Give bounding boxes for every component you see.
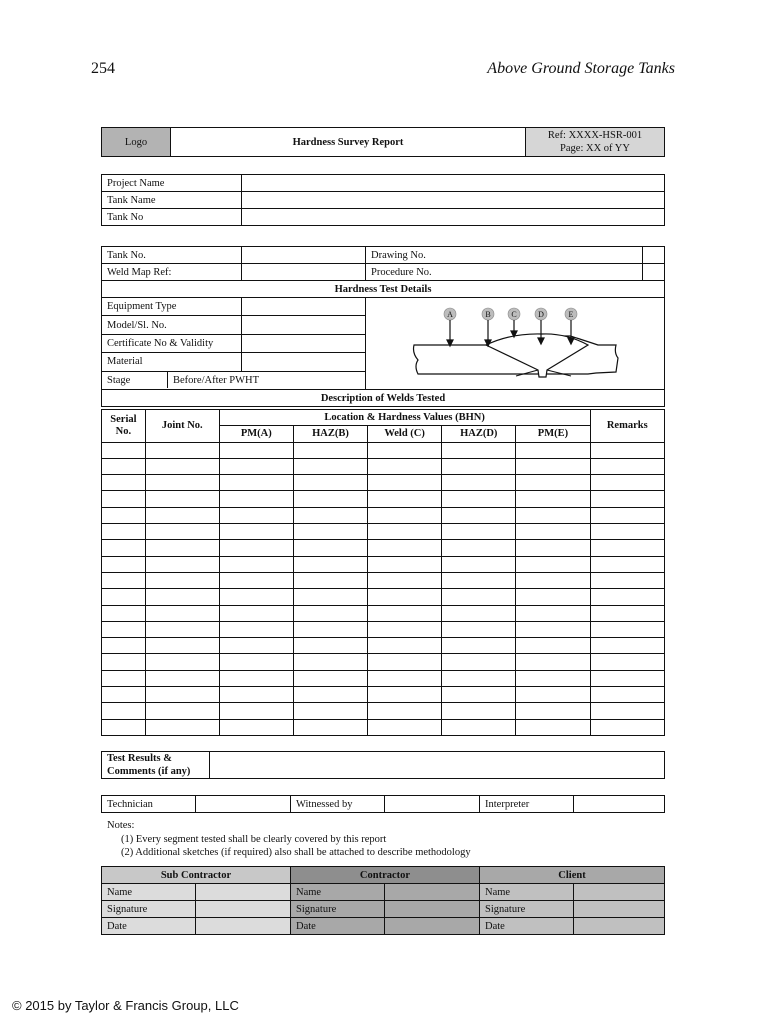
hardness-test-details-title: Hardness Test Details [102,281,665,298]
weld-map-ref-field[interactable] [242,264,366,281]
location-hardness-header: Location & Hardness Values (BHN) [219,410,590,426]
table-cell[interactable] [368,719,442,735]
table-cell[interactable] [219,475,293,491]
table-cell[interactable] [590,670,664,686]
table-cell[interactable] [516,556,590,572]
table-cell[interactable] [145,719,219,735]
weld-c-header: Weld (C) [368,426,442,442]
sub-signature-field[interactable] [196,901,291,918]
table-cell[interactable] [516,442,590,458]
marker-b-label: B [485,310,491,319]
notes [107,819,471,860]
table-cell[interactable] [516,491,590,507]
table-cell[interactable] [368,556,442,572]
table-cell[interactable] [293,670,367,686]
drawing-no-label: Drawing No. [366,247,643,264]
table-row [102,524,665,540]
table-cell[interactable] [102,621,146,637]
ref-number: Ref: XXXX-HSR-001 [547,130,643,141]
table-cell[interactable] [516,703,590,719]
sub-contractor-header: Sub Contractor [102,867,291,884]
table-cell[interactable] [102,605,146,621]
table-cell[interactable] [219,458,293,474]
table-cell[interactable] [368,621,442,637]
table-cell[interactable] [516,670,590,686]
table-cell[interactable] [442,638,516,654]
project-name-field[interactable] [242,175,665,192]
logo-placeholder: Logo [102,128,171,157]
table-cell[interactable] [516,572,590,588]
table-row [102,589,665,605]
tank-name-field[interactable] [242,192,665,209]
table-cell[interactable] [293,540,367,556]
signatures-table [101,866,665,935]
table-cell[interactable] [516,475,590,491]
procedure-no-field[interactable] [642,264,664,281]
certificate-label: Certificate No & Validity [102,334,242,352]
table-cell[interactable] [145,442,219,458]
pm-a-header: PM(A) [219,426,293,442]
table-cell[interactable] [368,524,442,540]
table-cell[interactable] [219,589,293,605]
table-cell[interactable] [442,589,516,605]
table-cell[interactable] [590,491,664,507]
table-row [102,719,665,735]
table-cell[interactable] [516,654,590,670]
tank-no2-label: Tank No. [102,247,242,264]
table-row [102,638,665,654]
note-item: (1) Every segment tested shall be clearly covered by this report [121,833,387,845]
table-cell[interactable] [145,621,219,637]
tank-name-label: Tank Name [102,192,242,209]
table-cell[interactable] [442,654,516,670]
interpreter-label: Interpreter [480,796,574,813]
table-cell[interactable] [516,621,590,637]
table-cell[interactable] [442,605,516,621]
table-cell[interactable] [590,458,664,474]
table-cell[interactable] [293,524,367,540]
table-cell[interactable] [219,719,293,735]
table-cell[interactable] [590,540,664,556]
table-cell[interactable] [442,687,516,703]
table-cell[interactable] [145,654,219,670]
project-info-table [101,174,665,226]
note-item: (2) Additional sketches (if required) also shall be attached to describe methodology [121,847,471,858]
table-row [102,621,665,637]
table-cell[interactable] [102,670,146,686]
table-cell[interactable] [145,638,219,654]
cli-signature-field[interactable] [574,901,665,918]
ref-box [526,128,665,157]
table-cell[interactable] [293,638,367,654]
equipment-type-label: Equipment Type [102,298,242,316]
table-row [102,572,665,588]
table-cell[interactable] [293,491,367,507]
certificate-field[interactable] [242,334,366,352]
table-cell[interactable] [442,719,516,735]
table-cell[interactable] [442,670,516,686]
table-cell[interactable] [368,638,442,654]
table-cell[interactable] [590,638,664,654]
table-cell[interactable] [590,719,664,735]
table-cell[interactable] [145,589,219,605]
table-cell[interactable] [442,507,516,523]
table-cell[interactable] [293,605,367,621]
serial-no-header: Serial No. [102,410,146,443]
table-cell[interactable] [219,572,293,588]
table-cell[interactable] [368,654,442,670]
table-cell[interactable] [219,556,293,572]
table-cell[interactable] [102,719,146,735]
report-header [101,127,665,157]
remarks-header: Remarks [590,410,664,443]
test-results-table [101,751,665,779]
table-cell[interactable] [516,458,590,474]
table-cell[interactable] [102,475,146,491]
table-cell[interactable] [102,703,146,719]
table-cell[interactable] [102,589,146,605]
marker-d-label: D [538,310,544,319]
table-cell[interactable] [590,621,664,637]
interpreter-field[interactable] [574,796,665,813]
pm-e-header: PM(E) [516,426,590,442]
table-cell[interactable] [293,687,367,703]
table-cell[interactable] [516,687,590,703]
table-cell[interactable] [102,442,146,458]
project-name-label: Project Name [102,175,242,192]
table-cell[interactable] [368,458,442,474]
con-name-label: Name [291,884,385,901]
tank-no-field[interactable] [242,209,665,226]
table-row [102,491,665,507]
joint-no-header: Joint No. [145,410,219,443]
table-cell[interactable] [293,703,367,719]
sub-date-label: Date [102,918,196,935]
sub-name-field[interactable] [196,884,291,901]
table-cell[interactable] [516,605,590,621]
sub-name-label: Name [102,884,196,901]
page-of: Page: XX of YY [560,143,630,154]
table-cell[interactable] [442,703,516,719]
con-name-field[interactable] [385,884,480,901]
marker-a-label: A [447,310,453,319]
table-row [102,687,665,703]
table-cell[interactable] [368,605,442,621]
table-cell[interactable] [590,507,664,523]
table-cell[interactable] [368,589,442,605]
table-cell[interactable] [590,572,664,588]
welds-tested-title: Description of Welds Tested [102,390,665,407]
client-header: Client [480,867,665,884]
table-cell[interactable] [590,442,664,458]
table-cell[interactable] [442,491,516,507]
signoff-table [101,795,665,813]
page-number: 254 [91,60,115,77]
table-cell[interactable] [102,507,146,523]
table-cell[interactable] [293,589,367,605]
witnessed-by-label: Witnessed by [291,796,385,813]
table-cell[interactable] [219,654,293,670]
table-cell[interactable] [219,491,293,507]
tank-no2-field[interactable] [242,247,366,264]
table-cell[interactable] [219,605,293,621]
sub-signature-label: Signature [102,901,196,918]
table-row [102,703,665,719]
marker-e-label: E [568,310,574,319]
technician-field[interactable] [196,796,291,813]
table-cell[interactable] [219,524,293,540]
table-cell[interactable] [516,589,590,605]
table-cell[interactable] [145,524,219,540]
haz-d-header: HAZ(D) [442,426,516,442]
weld-sketch [366,298,665,390]
drawing-no-field[interactable] [642,247,664,264]
equipment-type-field[interactable] [242,298,366,316]
table-cell[interactable] [442,572,516,588]
con-date-field[interactable] [385,918,480,935]
table-cell[interactable] [102,654,146,670]
technician-label: Technician [102,796,196,813]
table-cell[interactable] [102,524,146,540]
marker-c-label: C [511,310,517,319]
sub-date-field[interactable] [196,918,291,935]
table-cell[interactable] [368,442,442,458]
table-cell[interactable] [516,638,590,654]
table-cell[interactable] [293,458,367,474]
table-cell[interactable] [442,556,516,572]
table-cell[interactable] [145,475,219,491]
cli-date-field[interactable] [574,918,665,935]
table-cell[interactable] [293,654,367,670]
stage-row [102,371,366,389]
table-cell[interactable] [145,687,219,703]
table-cell[interactable] [293,719,367,735]
model-field[interactable] [242,316,366,334]
table-row [102,442,665,458]
table-cell[interactable] [102,572,146,588]
table-cell[interactable] [368,540,442,556]
table-cell[interactable] [442,458,516,474]
table-cell[interactable] [102,556,146,572]
material-label: Material [102,353,242,371]
table-cell[interactable] [590,524,664,540]
table-cell[interactable] [102,687,146,703]
table-cell[interactable] [368,670,442,686]
con-signature-label: Signature [291,901,385,918]
copyright: © 2015 by Taylor & Francis Group, LLC [12,998,239,1013]
cli-name-field[interactable] [574,884,665,901]
report-title: Hardness Survey Report [171,128,526,157]
contractor-header: Contractor [291,867,480,884]
table-row [102,654,665,670]
table-cell[interactable] [219,507,293,523]
notes-title: Notes: [107,820,135,831]
table-cell[interactable] [219,442,293,458]
table-cell[interactable] [516,719,590,735]
weld-map-ref-label: Weld Map Ref: [102,264,242,281]
table-cell[interactable] [145,540,219,556]
stage-value: Before/After PWHT [173,374,260,386]
table-cell[interactable] [590,605,664,621]
table-cell[interactable] [145,556,219,572]
table-row [102,540,665,556]
witnessed-by-field[interactable] [385,796,480,813]
tank-no-label: Tank No [102,209,242,226]
table-cell[interactable] [145,507,219,523]
table-cell[interactable] [442,442,516,458]
table-cell[interactable] [590,703,664,719]
table-cell[interactable] [368,572,442,588]
table-row [102,605,665,621]
model-label: Model/Sl. No. [102,316,242,334]
table-cell[interactable] [102,540,146,556]
table-cell[interactable] [590,475,664,491]
table-cell[interactable] [102,491,146,507]
table-cell[interactable] [368,703,442,719]
cli-name-label: Name [480,884,574,901]
book-title: Above Ground Storage Tanks [487,60,675,77]
table-cell[interactable] [219,687,293,703]
table-cell[interactable] [219,703,293,719]
table-row [102,556,665,572]
procedure-no-label: Procedure No. [366,264,643,281]
table-cell[interactable] [368,475,442,491]
table-cell[interactable] [293,572,367,588]
table-cell[interactable] [590,589,664,605]
table-cell[interactable] [442,475,516,491]
table-cell[interactable] [442,524,516,540]
table-cell[interactable] [516,540,590,556]
table-cell[interactable] [590,687,664,703]
con-date-label: Date [291,918,385,935]
stage-label: Stage [102,372,168,388]
table-cell[interactable] [442,540,516,556]
haz-b-header: HAZ(B) [293,426,367,442]
table-cell[interactable] [145,491,219,507]
table-cell[interactable] [590,556,664,572]
material-field[interactable] [242,353,366,371]
cli-date-label: Date [480,918,574,935]
con-signature-field[interactable] [385,901,480,918]
table-cell[interactable] [293,621,367,637]
hardness-test-details-table [101,246,665,407]
table-row [102,507,665,523]
table-cell[interactable] [368,491,442,507]
table-cell[interactable] [102,458,146,474]
cli-signature-label: Signature [480,901,574,918]
table-cell[interactable] [368,687,442,703]
table-cell[interactable] [145,670,219,686]
table-cell[interactable] [219,540,293,556]
test-results-label: Test Results & Comments (if any) [102,752,210,779]
table-row [102,458,665,474]
table-cell[interactable] [293,442,367,458]
table-cell[interactable] [293,507,367,523]
table-cell[interactable] [442,621,516,637]
test-results-field[interactable] [210,752,665,779]
table-cell[interactable] [219,670,293,686]
table-cell[interactable] [516,507,590,523]
table-cell[interactable] [293,475,367,491]
table-cell[interactable] [590,654,664,670]
table-cell[interactable] [102,638,146,654]
table-cell[interactable] [219,621,293,637]
table-cell[interactable] [145,605,219,621]
table-row [102,670,665,686]
weld-joint-diagram [366,298,664,386]
table-cell[interactable] [516,524,590,540]
table-cell[interactable] [293,556,367,572]
table-cell[interactable] [145,458,219,474]
table-cell[interactable] [368,507,442,523]
weld-hardness-table [101,409,665,736]
table-cell[interactable] [219,638,293,654]
table-row [102,475,665,491]
table-cell[interactable] [145,572,219,588]
table-cell[interactable] [145,703,219,719]
